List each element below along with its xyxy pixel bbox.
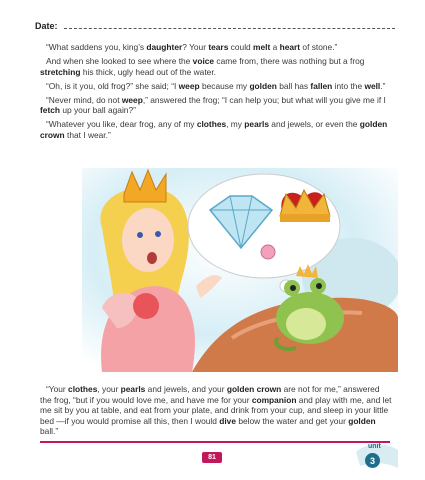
vocab-word: stretching: [40, 66, 81, 77]
text-run: below the water and get your: [236, 415, 349, 426]
vocab-word: daughter: [146, 42, 183, 52]
text-run: his thick, ugly head out of the water.: [80, 66, 216, 77]
text-run: , my: [226, 119, 245, 129]
paragraph: [40, 42, 392, 53]
thought-bubble: [188, 174, 340, 278]
text-run: into the: [332, 80, 365, 91]
frog-belly: [286, 308, 326, 340]
date-label: Date:: [35, 21, 58, 31]
story-text: [40, 42, 392, 144]
text-run: of stone.”: [300, 42, 338, 52]
story-illustration: [82, 168, 398, 372]
frog-pupil: [290, 285, 296, 291]
text-run: .”: [380, 80, 386, 91]
text-run: And when she looked to see where the: [46, 56, 193, 66]
text-run: ball has: [276, 80, 311, 91]
text-run: are not for me,” answered the frog, “but if you would love me, and have me for your: [40, 384, 380, 405]
golden-crown-base: [280, 214, 330, 222]
text-run: ,” answered the frog; “I can help you; but what will you give me if I: [142, 94, 386, 105]
princess-eye-icon: [137, 232, 143, 238]
text-run: , your: [97, 384, 121, 394]
vocab-word: clothes: [196, 119, 227, 129]
vocab-word: dive: [219, 415, 236, 426]
text-run: “Oh, is it you, old frog?” she said; “I: [46, 80, 179, 91]
princess-eye-icon: [155, 231, 161, 237]
frog-pupil: [316, 283, 322, 289]
bottom-story-text: [40, 384, 392, 437]
text-run: and jewels, or even the: [268, 119, 360, 129]
page-number: 81: [202, 452, 222, 463]
paragraph: [40, 95, 392, 116]
vocab-word: heart: [279, 42, 301, 52]
text-run: could: [228, 42, 254, 52]
vocab-word: pearls: [120, 384, 146, 394]
vocab-word: weep: [121, 94, 143, 105]
vocab-word: well: [364, 80, 381, 91]
text-run: a: [270, 42, 280, 52]
vocab-word: companion: [251, 394, 297, 405]
vocab-word: melt: [253, 42, 271, 52]
unit-label: unit: [368, 443, 381, 450]
vocab-word: golden crown: [40, 119, 388, 140]
text-run: and jewels, and your: [145, 384, 227, 394]
vocab-word: fallen: [310, 80, 333, 91]
date-row: [35, 20, 395, 32]
text-run: “Your: [46, 384, 69, 394]
text-run: up your ball again?”: [60, 105, 136, 115]
vocab-word: golden crown: [226, 384, 282, 394]
golden-ball-icon: [133, 293, 159, 319]
paragraph: [40, 384, 392, 437]
footer-rule: [40, 441, 390, 443]
unit-badge: [352, 440, 400, 470]
text-run: because my: [199, 80, 250, 91]
vocab-word: weep: [178, 80, 200, 91]
vocab-word: tears: [208, 42, 229, 52]
vocab-word: golden: [249, 80, 277, 91]
paragraph: [40, 119, 392, 140]
text-run: “Never mind, do not: [46, 94, 122, 105]
text-run: ? Your: [182, 42, 209, 52]
vocab-word: fetch: [40, 105, 61, 115]
pearl-brooch-icon: [261, 245, 275, 259]
princess-face: [122, 208, 174, 272]
date-line: [64, 23, 395, 29]
vocab-word: clothes: [68, 384, 98, 394]
vocab-word: voice: [192, 56, 215, 66]
text-run: and play with me, and let me sit by you at table, and eat from your plate, and drink from your cup, and sleep in your little bed —if you would promise all this, then I would: [40, 394, 392, 426]
vocab-word: golden: [348, 415, 376, 426]
vocab-word: pearls: [244, 119, 269, 129]
unit-number: 3: [365, 453, 380, 468]
text-run: that I wear.”: [64, 129, 111, 140]
text-run: ball.”: [40, 426, 59, 436]
princess-mouth: [147, 252, 157, 264]
text-run: “What saddens you, king’s: [46, 42, 147, 52]
text-run: “Whatever you like, dear frog, any of my: [46, 119, 197, 129]
text-run: came from, there was nothing but a frog: [214, 56, 365, 66]
paragraph: [40, 81, 392, 92]
paragraph: [40, 56, 392, 77]
